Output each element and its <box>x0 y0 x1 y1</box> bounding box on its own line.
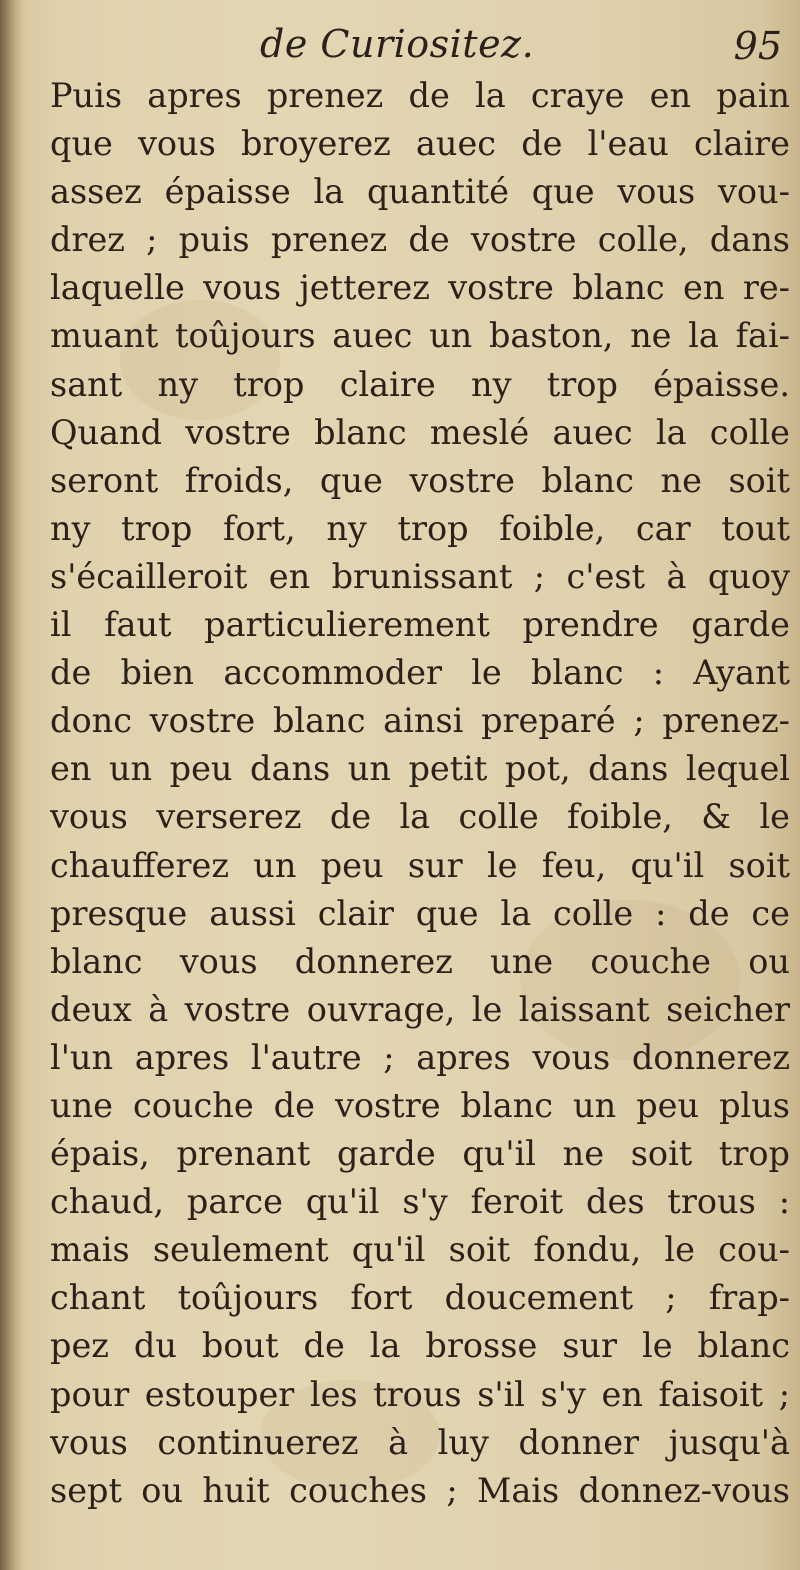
text-line: assez épaisse la quantité que vous vou- <box>50 172 790 212</box>
text-line: sept ou huit couches ; Mais donnez-vous <box>50 1470 790 1510</box>
text-line: sant ny trop claire ny trop épaisse. <box>50 364 790 404</box>
text-line: Quand vostre blanc meslé auec la colle <box>50 412 790 452</box>
text-line: seront froids, que vostre blanc ne soit <box>50 460 790 500</box>
text-line: drez ; puis prenez de vostre colle, dans <box>50 220 790 260</box>
text-line: que vous broyerez auec de l'eau claire <box>50 124 790 164</box>
body-text <box>50 72 790 1515</box>
text-line: deux à vostre ouvrage, le laissant seicher <box>50 989 790 1029</box>
text-line: mais seulement qu'il soit fondu, le cou- <box>50 1230 790 1270</box>
text-line: presque aussi clair que la colle : de ce <box>50 893 790 933</box>
text-line: chaud, parce qu'il s'y feroit des trous : <box>50 1182 790 1222</box>
text-line: chaufferez un peu sur le feu, qu'il soit <box>50 845 790 885</box>
text-line: donc vostre blanc ainsi preparé ; prenez- <box>50 701 790 741</box>
running-head <box>50 14 790 76</box>
page-number: 95 <box>733 24 782 68</box>
spine-shadow <box>0 0 26 1570</box>
text-line: vous continuerez à luy donner jusqu'à <box>50 1422 790 1462</box>
text-line: blanc vous donnerez une couche ou <box>50 941 790 981</box>
text-line: vous verserez de la colle foible, & le <box>50 797 790 837</box>
text-line: Puis apres prenez de la craye en pain <box>50 76 790 115</box>
text-line: ny trop fort, ny trop foible, car tout <box>50 508 790 548</box>
running-head-title: de Curiositez. <box>260 22 535 66</box>
text-line: en un peu dans un petit pot, dans lequel <box>50 749 790 789</box>
text-line: une couche de vostre blanc un peu plus <box>50 1085 790 1125</box>
text-line: épais, prenant garde qu'il ne soit trop <box>50 1134 790 1174</box>
text-line: de bien accommoder le blanc : Ayant <box>50 653 790 693</box>
text-line: chant toûjours fort doucement ; frap- <box>50 1278 790 1318</box>
text-line: laquelle vous jetterez vostre blanc en re- <box>50 268 790 308</box>
text-line: il faut particulierement prendre garde <box>50 605 790 645</box>
text-line: s'écailleroit en brunissant ; c'est à quoy <box>50 556 790 596</box>
text-line: pour estouper les trous s'il s'y en faisoit ; <box>50 1374 790 1414</box>
text-line: pez du bout de la brosse sur le blanc <box>50 1326 790 1366</box>
text-line: l'un apres l'autre ; apres vous donnerez <box>50 1037 790 1077</box>
text-line: muant toûjours auec un baston, ne la fai- <box>50 316 790 356</box>
